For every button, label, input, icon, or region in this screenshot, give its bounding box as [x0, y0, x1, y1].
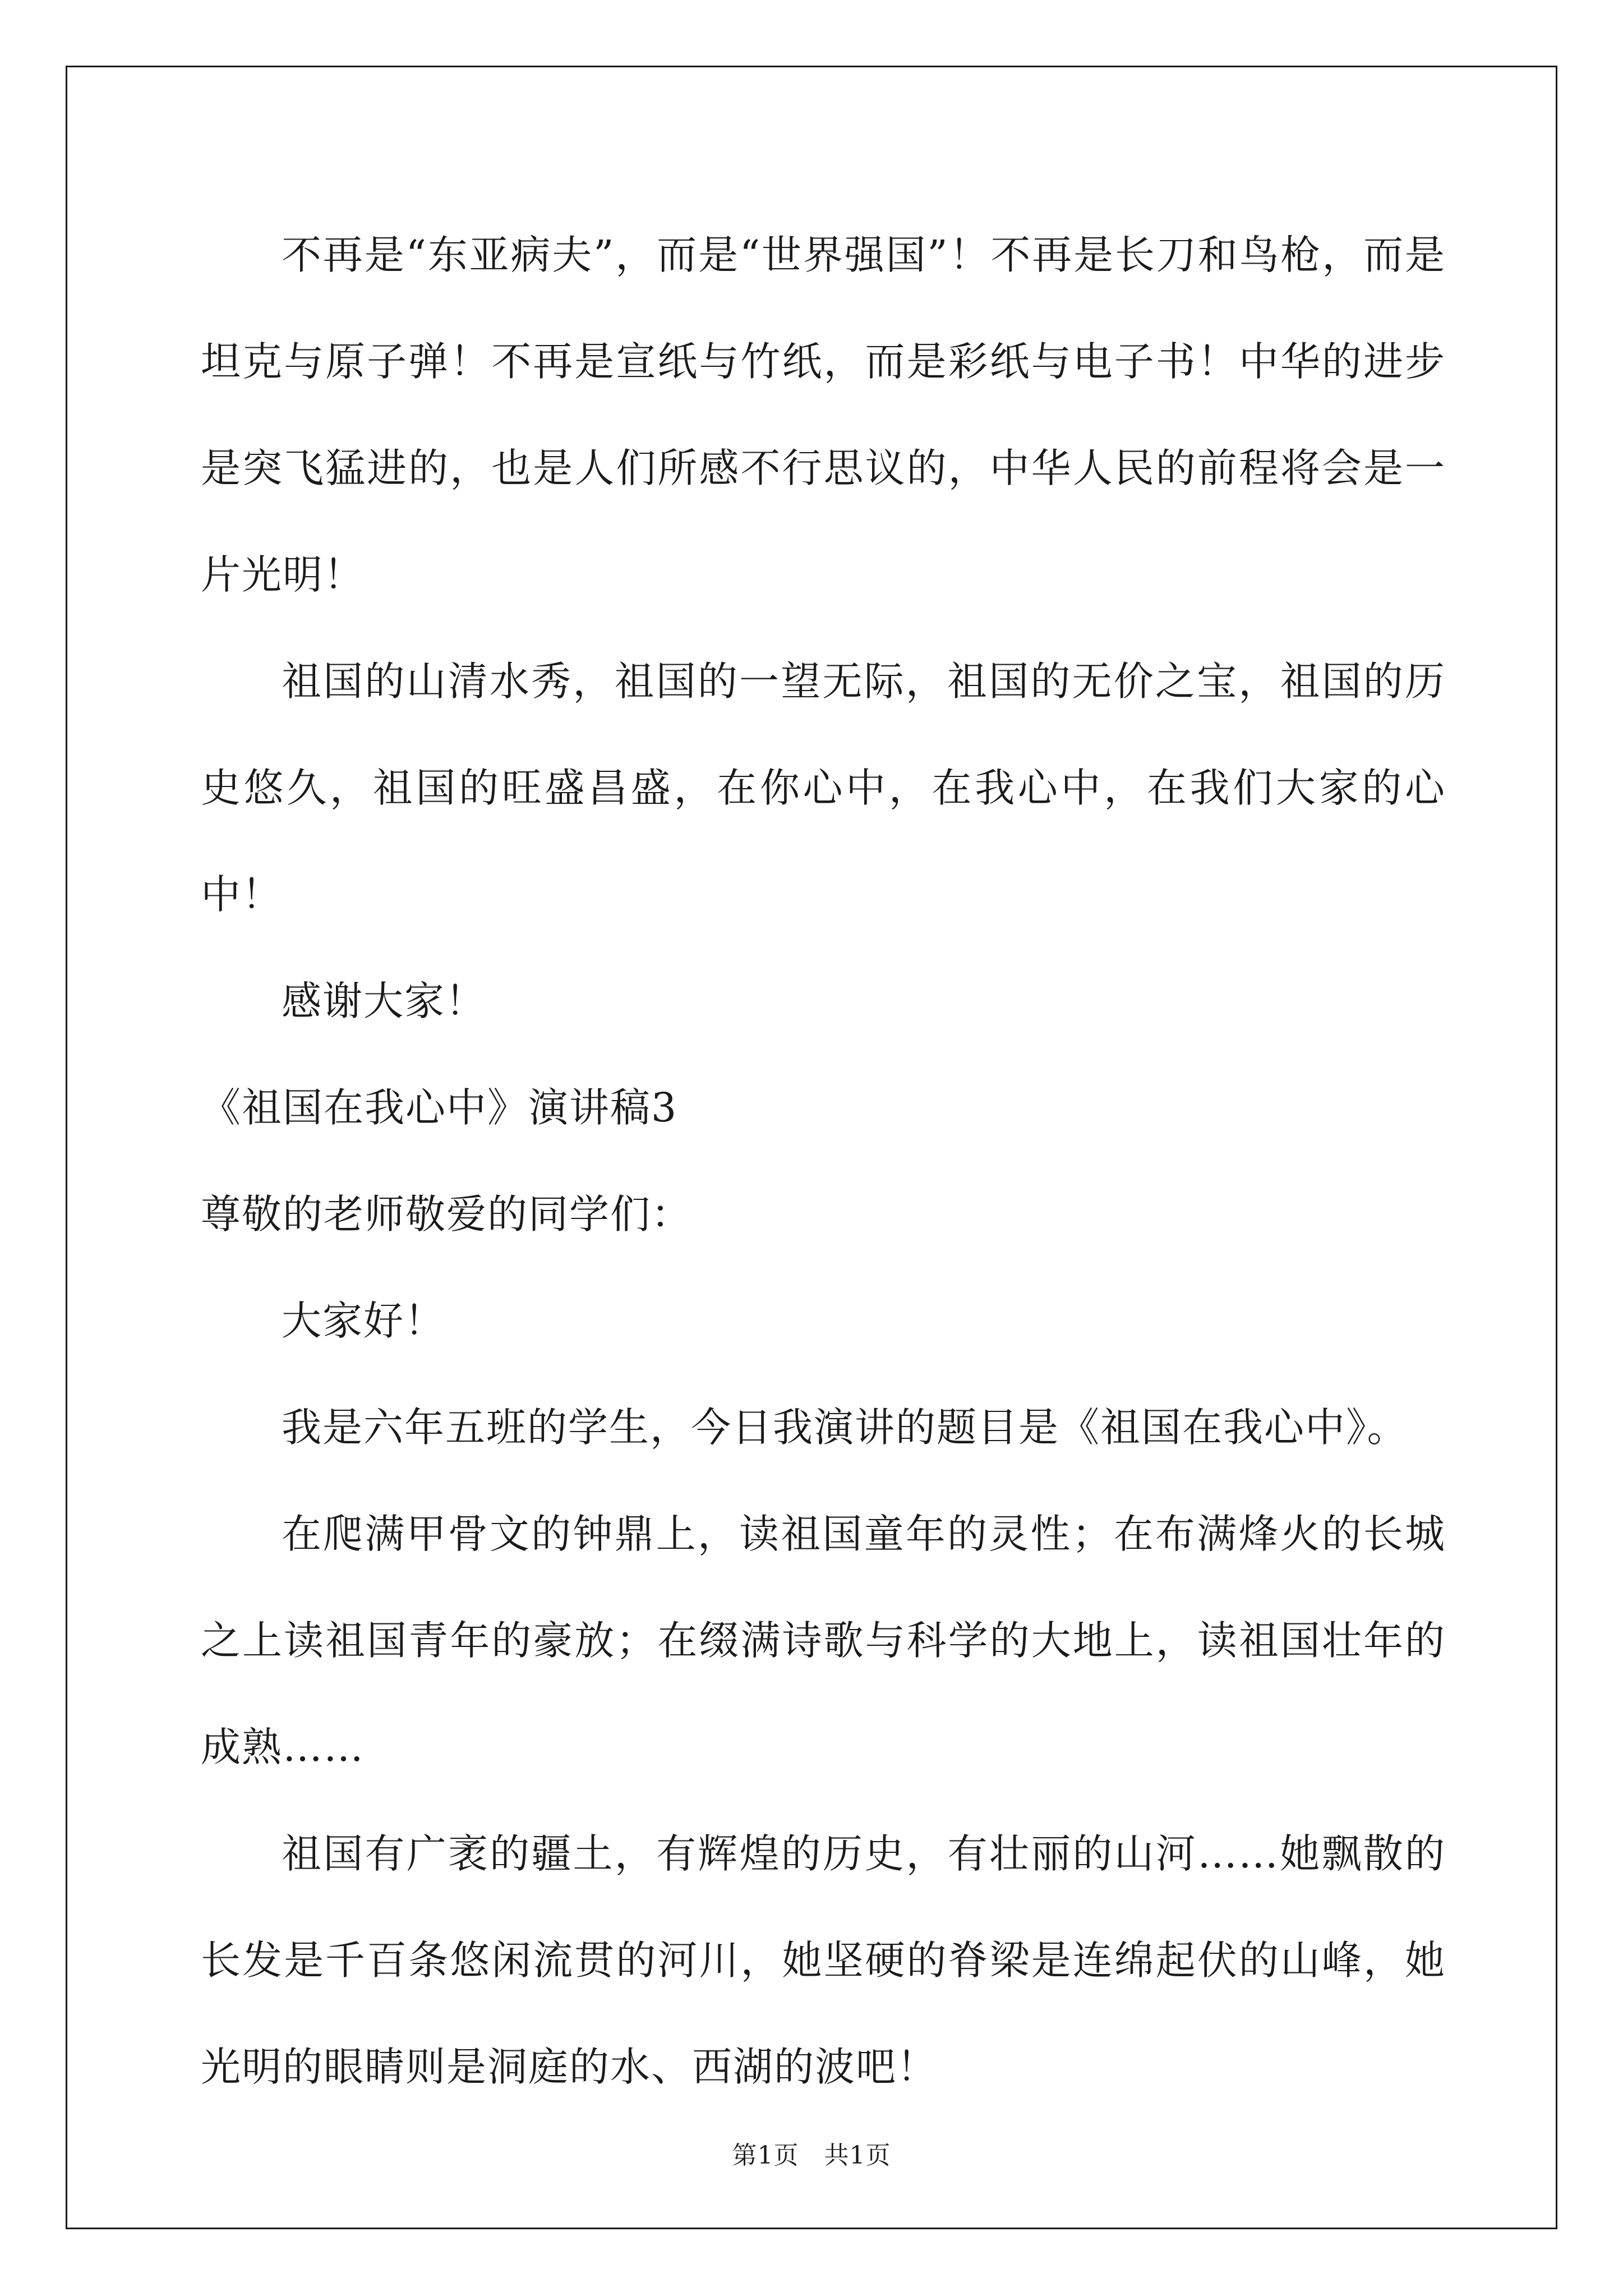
paragraph-greeting: 大家好！ — [282, 1297, 446, 1344]
paragraph-intro: 我是六年五班的学生，今日我演讲的题目是《祖国在我心中》。 — [282, 1404, 1408, 1451]
paragraph-2: 祖国的山清水秀，祖国的一望无际，祖国的无价之宝，祖国的历史悠久，祖国的旺盛昌盛，在你心中，在我心中，在我们大家的心中！ — [201, 658, 1446, 918]
document-body — [201, 202, 1446, 2120]
paragraph-4: 在爬满甲骨文的钟鼎上，读祖国童年的灵性；在布满烽火的长城之上读祖国青年的豪放；在缀满诗歌与科学的大地上，读祖国壮年的成熟…… — [201, 1511, 1446, 1770]
paragraph-1: 不再是“东亚病夫”，而是“世界强国”！不再是长刀和鸟枪，而是坦克与原子弹！不再是宣纸与竹纸，而是彩纸与电子书！中华的进步是突飞猛进的，也是人们所感不行思议的，中华人民的前程将会是一片光明！ — [201, 232, 1446, 598]
page-number: 第1页 — [732, 2141, 799, 2170]
paragraph-3: 感谢大家！ — [282, 978, 487, 1024]
section-title: 《祖国在我心中》演讲稿3 — [201, 1084, 678, 1131]
salutation: 尊敬的老师敬爱的同学们： — [201, 1191, 693, 1237]
page-footer — [0, 2135, 1623, 2171]
page-total: 共1页 — [824, 2141, 891, 2170]
paragraph-5: 祖国有广袤的疆土，有辉煌的历史，有壮丽的山河……她飘散的长发是千百条悠闲流贯的河川，她坚硬的脊梁是连绵起伏的山峰，她光明的眼睛则是洞庭的水、西湖的波吧！ — [201, 1830, 1446, 2090]
